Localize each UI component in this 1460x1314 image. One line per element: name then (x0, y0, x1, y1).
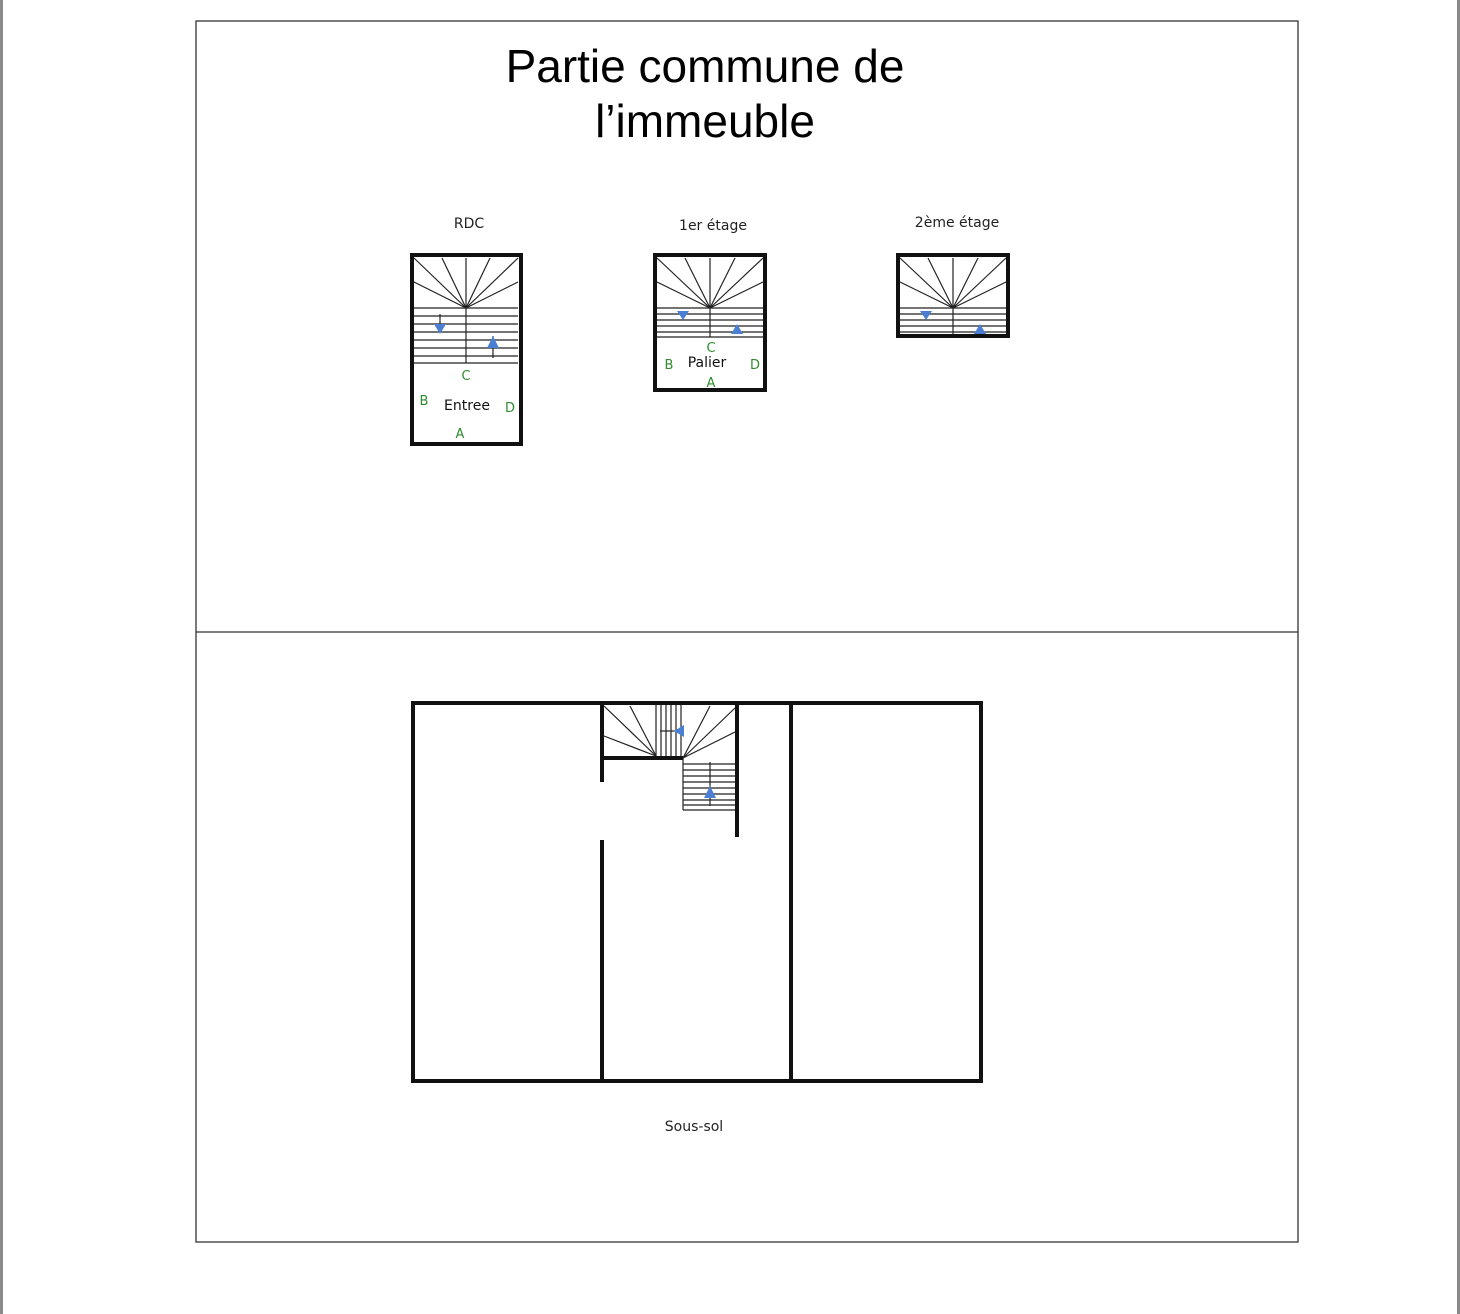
plan-2eme-etage (898, 215, 1008, 336)
plan-label-2eme-etage: 2ème étage (914, 215, 1000, 231)
rdc-winder-stair (414, 258, 518, 308)
rdc-wall-d: D (504, 401, 516, 416)
plan-label-1er-etage: 1er étage (679, 218, 747, 234)
etage1-wall-c: C (706, 341, 716, 356)
etage1-wall-b: B (664, 358, 674, 373)
plan-sous-sol (413, 703, 981, 1135)
soussol-outer-wall (413, 703, 981, 1081)
soussol-winder-right (683, 706, 735, 758)
etage1-winder-stair (657, 258, 763, 308)
etage1-wall-d: D (749, 358, 761, 373)
plan-label-sous-sol: Sous-sol (664, 1119, 724, 1135)
room-label-palier: Palier (687, 355, 727, 371)
etage2-winder-stair (900, 258, 1006, 308)
plan-label-rdc: RDC (453, 216, 485, 232)
etage2-down-arrow-icon (920, 311, 932, 320)
etage1-wall-a: A (706, 376, 716, 391)
title-line-1: Partie commune de (505, 40, 905, 92)
plan-1er-etage (655, 218, 765, 391)
rdc-wall-b: B (419, 394, 429, 409)
rdc-straight-flights (414, 308, 518, 363)
room-label-entree: Entree (444, 398, 490, 414)
etage2-straight-flights (900, 308, 1006, 334)
etage1-down-arrow-icon (677, 311, 689, 320)
plan-rdc (412, 216, 521, 444)
title-line-2: l’immeuble (595, 95, 815, 147)
soussol-winder-left (604, 706, 656, 756)
etage1-straight-flights (657, 308, 763, 337)
rdc-wall-a: A (455, 427, 465, 442)
rdc-up-arrow-icon (487, 336, 499, 348)
rdc-wall-c: C (461, 369, 471, 384)
soussol-lower-flight (683, 762, 735, 810)
